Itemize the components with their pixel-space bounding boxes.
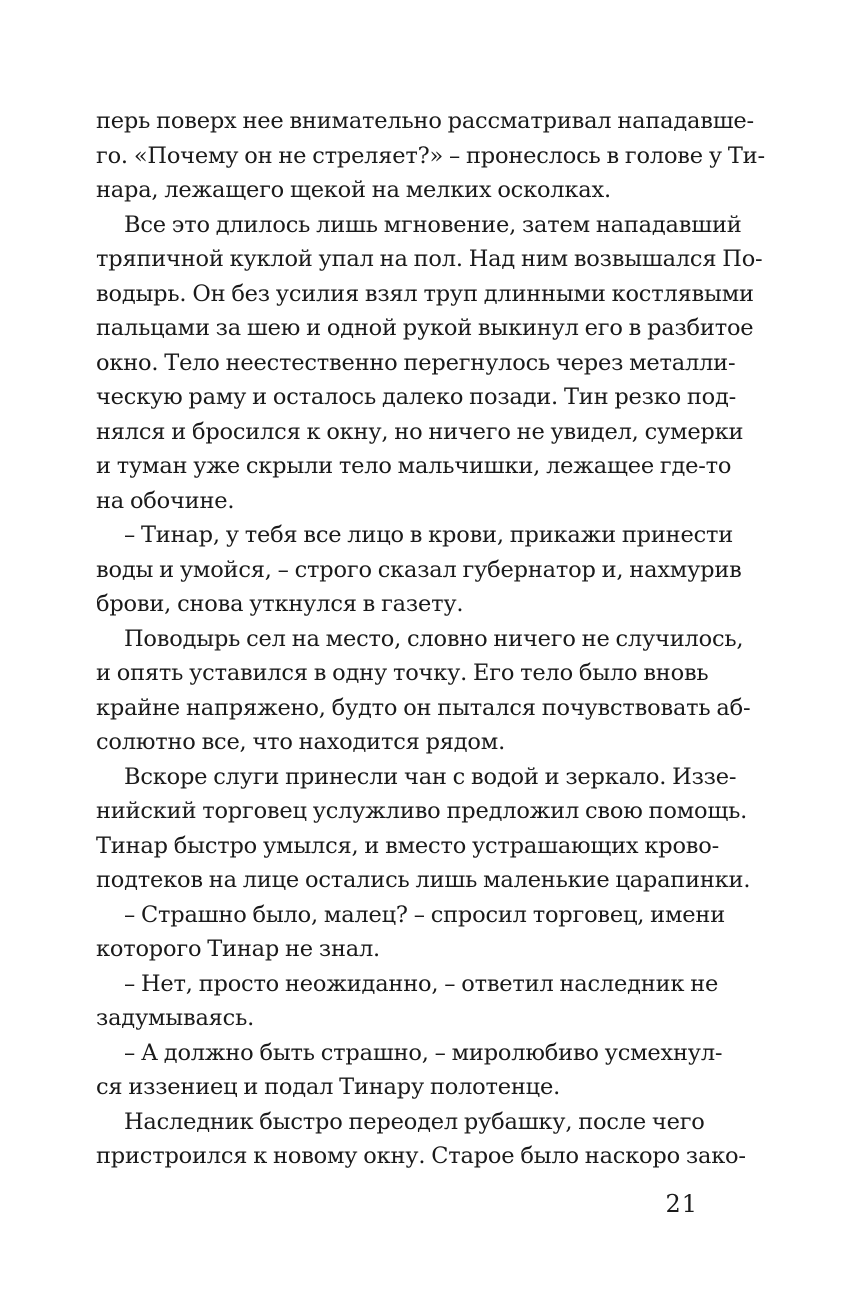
text-line: подтеков на лице остались лишь маленькие царапинки. bbox=[96, 867, 751, 893]
text-line: тряпичной куклой упал на пол. Над ним возвышался По- bbox=[96, 246, 763, 272]
text-line: ческую раму и осталось далеко позади. Тин резко под- bbox=[96, 384, 737, 410]
text-line: го. «Почему он не стреляет?» – пронеслось в голове у Ти- bbox=[96, 142, 765, 169]
text-line: ся иззениец и подал Тинару полотенце. bbox=[96, 1074, 561, 1100]
text-line: – А должно быть страшно, – миролюбиво усмехнул- bbox=[124, 1039, 723, 1066]
text-line: перь поверх нее внимательно рассматривал нападавше- bbox=[96, 108, 754, 134]
text-line: воды и умойся, – строго сказал губернатор и, нахмурив bbox=[96, 556, 742, 583]
text-line: Тинар быстро умылся, и вместо устрашающих крово- bbox=[96, 832, 720, 859]
text-line: и туман уже скрыли тело мальчишки, лежащее где-то bbox=[96, 453, 732, 479]
text-line: водырь. Он без усилия взял труп длинными костлявыми bbox=[96, 280, 754, 307]
text-line: крайне напряжено, будто он пытался почувствовать аб- bbox=[96, 694, 751, 721]
text-line: и опять уставился в одну точку. Его тело было вновь bbox=[96, 660, 709, 686]
text-line: пальцами за шею и одной рукой выкинул его в разбитое bbox=[96, 315, 754, 341]
text-line: солютно все, что находится рядом. bbox=[96, 729, 506, 755]
text-line: которого Тинар не знал. bbox=[96, 936, 380, 962]
text-line: нара, лежащего щекой на мелких осколках. bbox=[96, 177, 611, 203]
page-number: 21 bbox=[665, 1190, 698, 1218]
text-line: Вскоре слуги принесли чан с водой и зеркало. Иззе- bbox=[124, 763, 737, 790]
text-line: брови, снова уткнулся в газету. bbox=[96, 591, 464, 617]
text-line: на обочине. bbox=[96, 487, 235, 514]
text-line: Поводырь сел на место, словно ничего не случилось, bbox=[124, 625, 744, 652]
text-line: задумываясь. bbox=[96, 1005, 255, 1031]
text-line: нялся и бросился к окну, но ничего не увидел, сумерки bbox=[96, 418, 744, 445]
text-line: – Страшно было, малец? – спросил торговец, имени bbox=[124, 901, 725, 928]
text-line: пристроился к новому окну. Старое было наскоро зако- bbox=[96, 1143, 746, 1169]
text-line: Наследник быстро переодел рубашку, после чего bbox=[124, 1108, 705, 1135]
body-text bbox=[96, 104, 765, 1174]
text-line: нийский торговец услужливо предложил свою помощь. bbox=[96, 798, 748, 824]
text-line: – Нет, просто неожиданно, – ответил наследник не bbox=[124, 970, 719, 997]
text-line: – Тинар, у тебя все лицо в крови, прикажи принести bbox=[124, 522, 734, 548]
text-line: окно. Тело неестественно перегнулось через металли- bbox=[96, 349, 736, 376]
text-line: Все это длилось лишь мгновение, затем нападавший bbox=[124, 211, 742, 238]
